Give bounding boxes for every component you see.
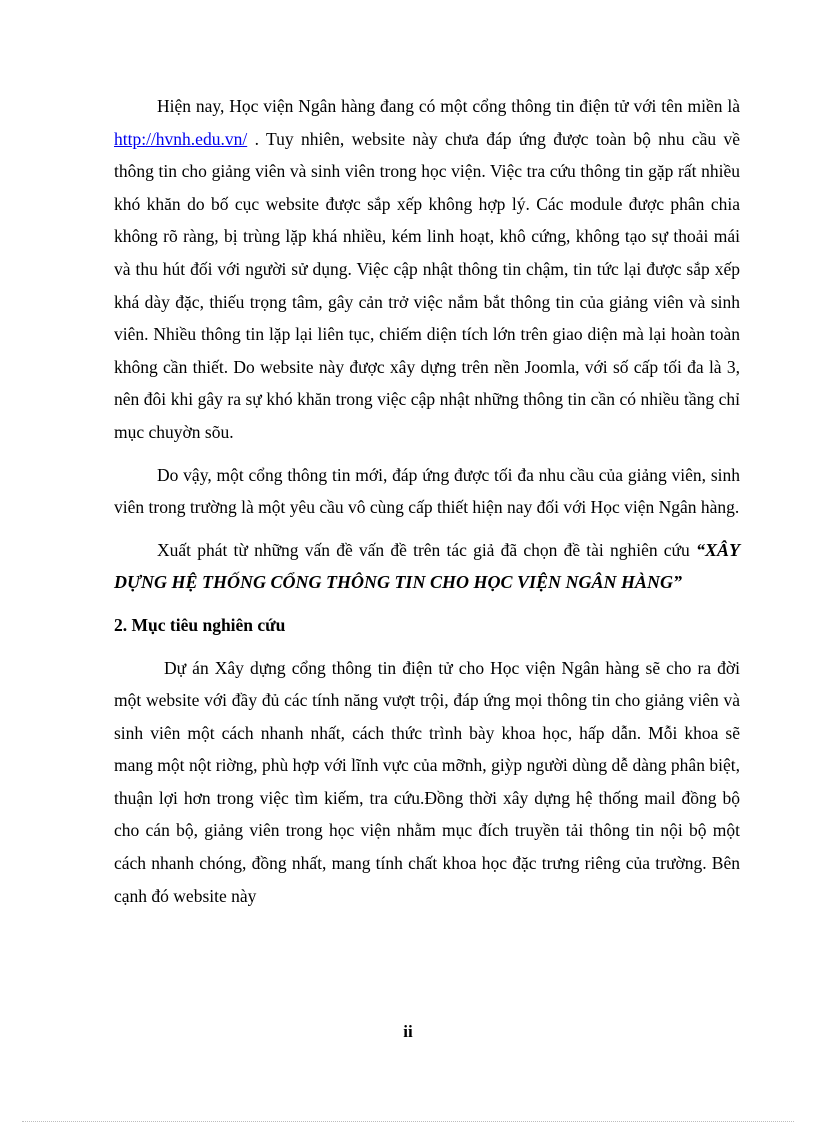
paragraph-current-portal: [114, 90, 740, 449]
paragraph-text: Hiện nay, Học viện Ngân hàng đang có một cổng thông tin điện tử với tên miền là: [157, 96, 740, 116]
topic-title: “XÂY DỰNG HỆ THỐNG CỔNG THÔNG TIN CHO HỌC VIỆN NGÂN HÀNG”: [114, 539, 740, 593]
page-number: ii: [403, 1022, 413, 1041]
portal-url-link[interactable]: http://hvnh.edu.vn/: [114, 128, 248, 149]
section-heading: 2. Mục tiêu nghiên cứu: [114, 614, 286, 635]
page-bottom-divider: [22, 1121, 794, 1122]
paragraph-need: Do vậy, một cổng thông tin mới, đáp ứng được tối đa nhu cầu của giảng viên, sinh viên trong trường là một yêu cầu vô cùng cấp thiết hiện nay đối với Học viện Ngân hàng.: [114, 464, 740, 518]
paragraph-objectives: Dự án Xây dựng cổng thông tin điện tử cho Học viện Ngân hàng sẽ cho ra đời một website với đầy đủ các tính năng vượt trội, đáp ứng mọi thông tin cho giảng viên và sinh viên một cách nhanh nhất, cách thức trình bày khoa học, hấp dẫn. Mỗi khoa sẽ mang một nột riờng, phù hợp với lĩnh vực của mỡnh, giỳp người dùng dễ dàng phân biệt, thuận lợi hơn trong việc tìm kiếm, tra cứu.Đồng thời xây dựng hệ thống mail đồng bộ cho cán bộ, giảng viên trong học viện nhằm mục đích truyền tải thông tin nội bộ một cách nhanh chóng, đồng nhất, mang tính chất khoa học đặc trưng riêng của trường. Bên cạnh đó website này: [114, 657, 740, 906]
document-body: [114, 90, 740, 912]
paragraph-text: . Tuy nhiên, website này chưa đáp ứng được toàn bộ nhu cầu về thông tin cho giảng viên và sinh viên trong học viện. Việc tra cứu thông tin gặp rất nhiều khó khăn do bố cục website được sắp xếp không hợp lý. Các module được phân chia không rõ ràng, bị trùng lặp khá nhiều, kém linh hoạt, khô cứng, không tạo sự thoải mái và thu hút đối với người sử dụng. Việc cập nhật thông tin chậm, tin tức lại được sắp xếp khá dày đặc, thiếu trọng tâm, gây cản trở việc nắm bắt thông tin của giảng viên và sinh viên. Nhiều thông tin lặp lại liên tục, chiếm diện tích lớn trên giao diện mà lại hoàn toàn không cần thiết. Do website này được xây dựng trên nền Joomla, với số cấp tối đa là 3, nên đôi khi gây ra sự khó khăn trong việc cập nhật những thông tin cần có nhiều tầng chỉ mục chuyờn sõu.: [114, 128, 740, 442]
paragraph-topic: [114, 534, 740, 599]
topic-intro-text: Xuất phát từ những vấn đề vấn đề trên tác giả đã chọn đề tài nghiên cứu: [157, 539, 690, 560]
